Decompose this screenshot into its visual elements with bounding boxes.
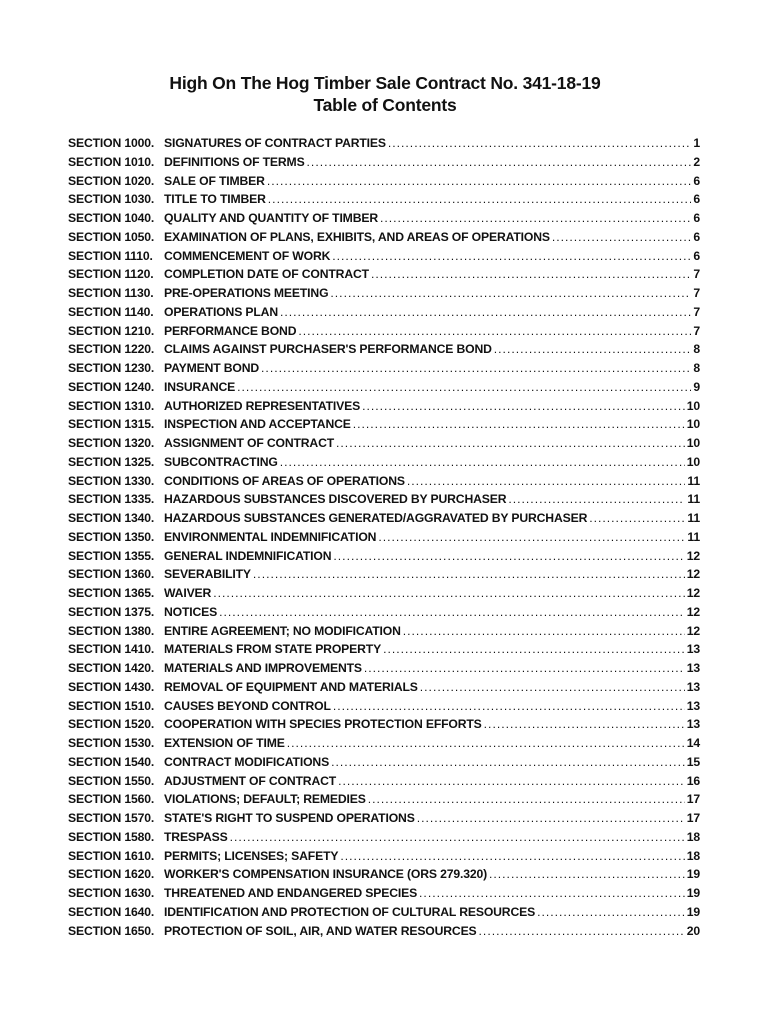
- toc-section-title: INSPECTION AND ACCEPTANCE: [164, 417, 351, 432]
- toc-dot-leader: [253, 567, 685, 581]
- toc-section-title: VIOLATIONS; DEFAULT; REMEDIES: [164, 792, 366, 807]
- title-block: [0, 72, 770, 116]
- toc-section-number: SECTION 1230.: [68, 361, 155, 375]
- toc-section-title: HAZARDOUS SUBSTANCES DISCOVERED BY PURCHASER: [164, 492, 507, 507]
- toc-entry[interactable]: [68, 905, 700, 924]
- toc-dot-leader: [298, 324, 691, 338]
- toc-page-number: 17: [686, 792, 700, 807]
- toc-dot-leader: [280, 305, 691, 319]
- toc-section-title: EXTENSION OF TIME: [164, 736, 285, 750]
- toc-dot-leader: [419, 886, 685, 900]
- toc-entry[interactable]: [68, 774, 700, 793]
- toc-entry[interactable]: [68, 305, 700, 324]
- toc-section-number: SECTION 1560.: [68, 792, 155, 807]
- toc-section-title: TRESPASS: [164, 829, 228, 844]
- toc-page-number: 17: [686, 811, 700, 825]
- toc-section-number: SECTION 1540.: [68, 754, 155, 769]
- toc-dot-leader: [332, 249, 691, 263]
- toc-page-number: 18: [686, 848, 700, 863]
- toc-section-number: SECTION 1335.: [68, 492, 155, 507]
- toc-entry[interactable]: [68, 567, 700, 586]
- toc-dot-leader: [420, 680, 685, 694]
- toc-section-title: HAZARDOUS SUBSTANCES GENERATED/AGGRAVATED BY PURCHASER: [164, 511, 588, 525]
- toc-section-title: SIGNATURES OF CONTRACT PARTIES: [164, 136, 386, 150]
- toc-dot-leader: [261, 361, 691, 375]
- toc-page-number: 10: [686, 436, 700, 450]
- toc-entry[interactable]: [68, 680, 700, 699]
- toc-section-number: SECTION 1410.: [68, 642, 155, 657]
- toc-page-number: 14: [686, 736, 700, 750]
- toc-entry[interactable]: [68, 436, 700, 455]
- toc-section-title: AUTHORIZED REPRESENTATIVES: [164, 398, 361, 413]
- toc-dot-leader: [489, 867, 685, 881]
- toc-page-number: 18: [686, 829, 700, 844]
- toc-entry[interactable]: [68, 474, 700, 493]
- toc-entry[interactable]: [68, 530, 700, 549]
- toc-dot-leader: [333, 549, 684, 563]
- toc-section-title: REMOVAL OF EQUIPMENT AND MATERIALS: [164, 679, 418, 694]
- toc-section-title: ADJUSTMENT OF CONTRACT: [164, 773, 337, 788]
- toc-entry[interactable]: [68, 399, 700, 418]
- toc-entry[interactable]: [68, 849, 700, 868]
- toc-dot-leader: [380, 211, 691, 225]
- toc-section-number: SECTION 1620.: [68, 867, 155, 882]
- toc-page-number: 13: [686, 661, 700, 675]
- toc-page-number: 12: [686, 548, 700, 563]
- toc-dot-leader: [403, 624, 685, 638]
- toc-entry[interactable]: [68, 717, 700, 736]
- toc-section-number: SECTION 1520.: [68, 717, 155, 732]
- toc-dot-leader: [417, 811, 685, 825]
- toc-page-number: 6: [693, 192, 700, 207]
- toc-dot-leader: [368, 792, 685, 806]
- toc-section-number: SECTION 1510.: [68, 698, 155, 713]
- toc-dot-leader: [268, 192, 692, 206]
- toc-dot-leader: [364, 661, 685, 675]
- toc-entry[interactable]: [68, 624, 700, 643]
- toc-entry[interactable]: [68, 886, 700, 905]
- toc-dot-leader: [267, 174, 692, 188]
- toc-page-number: 9: [693, 379, 700, 394]
- toc-section-title: COOPERATION WITH SPECIES PROTECTION EFFORTS: [164, 717, 482, 732]
- toc-entry[interactable]: [68, 511, 700, 530]
- toc-section-title: MATERIALS AND IMPROVEMENTS: [164, 661, 362, 675]
- toc-entry[interactable]: [68, 455, 700, 474]
- toc-entry[interactable]: [68, 792, 700, 811]
- toc-page-number: 11: [687, 492, 700, 507]
- toc-section-number: SECTION 1550.: [68, 773, 155, 788]
- toc-section-title: TITLE TO TIMBER: [164, 192, 266, 207]
- toc-section-title: CAUSES BEYOND CONTROL: [164, 698, 331, 713]
- toc-section-number: SECTION 1360.: [68, 567, 155, 582]
- toc-page-number: 7: [693, 304, 700, 319]
- toc-page-number: 7: [693, 323, 700, 338]
- toc-dot-leader: [378, 530, 685, 544]
- toc-entry[interactable]: [68, 249, 700, 268]
- toc-section-number: SECTION 1420.: [68, 661, 155, 675]
- toc-page-number: 10: [686, 398, 700, 413]
- toc-page-number: 19: [686, 904, 700, 919]
- toc-dot-leader: [230, 830, 685, 844]
- toc-section-number: SECTION 1000.: [68, 136, 155, 150]
- toc-section-title: ENVIRONMENTAL INDEMNIFICATION: [164, 529, 377, 544]
- document-subtitle: Table of Contents: [313, 95, 457, 115]
- toc-section-title: DEFINITIONS OF TERMS: [164, 154, 305, 169]
- toc-section-number: SECTION 1355.: [68, 548, 155, 563]
- toc-page-number: 11: [687, 473, 700, 488]
- toc-section-number: SECTION 1040.: [68, 211, 155, 225]
- toc-entry[interactable]: [68, 361, 700, 380]
- toc-entry[interactable]: [68, 155, 700, 174]
- toc-entry[interactable]: [68, 380, 700, 399]
- toc-section-number: SECTION 1120.: [68, 267, 154, 282]
- toc-section-title: ASSIGNMENT OF CONTRACT: [164, 436, 335, 450]
- toc-page-number: 7: [693, 267, 700, 282]
- toc-section-title: CONDITIONS OF AREAS OF OPERATIONS: [164, 473, 405, 488]
- toc-page-number: 12: [686, 567, 700, 582]
- toc-section-title: SEVERABILITY: [164, 567, 251, 582]
- toc-page-number: 12: [686, 586, 700, 600]
- toc-page-number: 6: [693, 211, 700, 225]
- toc-section-title: CLAIMS AGAINST PURCHASER'S PERFORMANCE BOND: [164, 342, 492, 357]
- toc-entry[interactable]: [68, 230, 700, 249]
- toc-section-number: SECTION 1140.: [68, 304, 154, 319]
- toc-page-number: 11: [687, 511, 700, 525]
- toc-section-number: SECTION 1630.: [68, 886, 155, 900]
- toc-dot-leader: [537, 905, 685, 919]
- toc-dot-leader: [219, 605, 685, 619]
- toc-page-number: 10: [686, 454, 700, 469]
- toc-section-title: CONTRACT MODIFICATIONS: [164, 754, 330, 769]
- toc-page-number: 8: [693, 361, 700, 375]
- toc-entry[interactable]: [68, 605, 700, 624]
- toc-entry[interactable]: [68, 267, 700, 286]
- toc-dot-leader: [479, 924, 685, 938]
- toc-dot-leader: [383, 642, 685, 656]
- toc-section-title: QUALITY AND QUANTITY OF TIMBER: [164, 211, 378, 225]
- toc-page-number: 1: [693, 136, 700, 150]
- toc-section-title: EXAMINATION OF PLANS, EXHIBITS, AND AREAS OF OPERATIONS: [164, 229, 550, 244]
- toc-page-number: 8: [693, 342, 700, 357]
- toc-section-number: SECTION 1610.: [68, 848, 155, 863]
- toc-section-title: WAIVER: [164, 586, 212, 600]
- toc-page-number: 10: [686, 417, 700, 432]
- toc-dot-leader: [353, 417, 685, 431]
- toc-entry[interactable]: [68, 736, 700, 755]
- toc-dot-leader: [407, 474, 686, 488]
- toc-dot-leader: [330, 286, 691, 300]
- toc-entry[interactable]: [68, 924, 700, 943]
- toc-page-number: 6: [693, 248, 700, 263]
- toc-dot-leader: [362, 399, 685, 413]
- toc-entry[interactable]: [68, 642, 700, 661]
- toc-page-number: 6: [693, 229, 700, 244]
- toc-entry[interactable]: [68, 811, 700, 830]
- toc-dot-leader: [494, 342, 692, 356]
- toc-dot-leader: [508, 492, 685, 506]
- toc-section-title: STATE'S RIGHT TO SUSPEND OPERATIONS: [164, 811, 415, 825]
- toc-section-number: SECTION 1530.: [68, 736, 155, 750]
- toc-entry[interactable]: [68, 174, 700, 193]
- document-title: High On The Hog Timber Sale Contract No. 341-18-19: [169, 73, 601, 93]
- toc-section-number: SECTION 1315.: [68, 417, 155, 432]
- toc-page-number: 13: [686, 698, 700, 713]
- toc-section-number: SECTION 1340.: [68, 511, 155, 525]
- toc-dot-leader: [280, 455, 685, 469]
- toc-entry[interactable]: [68, 417, 700, 436]
- toc-section-title: MATERIALS FROM STATE PROPERTY: [164, 642, 382, 657]
- toc-page-number: 6: [693, 173, 700, 188]
- toc-section-title: NOTICES: [164, 604, 218, 619]
- toc-section-title: WORKER'S COMPENSATION INSURANCE (ORS 279.320): [164, 867, 488, 882]
- toc-page-number: 2: [693, 154, 700, 169]
- toc-page-number: 7: [693, 286, 700, 300]
- toc-page-number: 12: [686, 623, 700, 638]
- toc-section-title: PRE-OPERATIONS MEETING: [164, 286, 329, 300]
- toc-section-title: SALE OF TIMBER: [164, 173, 265, 188]
- toc-page-number: 20: [686, 923, 700, 938]
- toc-page-number: 16: [686, 773, 700, 788]
- toc-section-number: SECTION 1380.: [68, 623, 155, 638]
- toc-section-number: SECTION 1650.: [68, 923, 155, 938]
- toc-dot-leader: [307, 155, 692, 169]
- toc-section-number: SECTION 1375.: [68, 604, 155, 619]
- toc-entry[interactable]: [68, 830, 700, 849]
- table-of-contents: [68, 136, 700, 942]
- toc-section-title: COMPLETION DATE OF CONTRACT: [164, 267, 369, 282]
- toc-dot-leader: [484, 717, 685, 731]
- toc-section-number: SECTION 1050.: [68, 229, 155, 244]
- toc-dot-leader: [333, 699, 685, 713]
- toc-dot-leader: [371, 267, 691, 281]
- toc-dot-leader: [338, 774, 685, 788]
- toc-page-number: 13: [686, 642, 700, 657]
- toc-section-number: SECTION 1320.: [68, 436, 155, 450]
- toc-section-number: SECTION 1350.: [68, 529, 155, 544]
- toc-section-title: ENTIRE AGREEMENT; NO MODIFICATION: [164, 623, 401, 638]
- toc-section-number: SECTION 1110.: [68, 248, 153, 263]
- toc-section-number: SECTION 1020.: [68, 173, 155, 188]
- toc-section-number: SECTION 1310.: [68, 398, 155, 413]
- toc-page-number: 13: [686, 679, 700, 694]
- toc-dot-leader: [340, 849, 684, 863]
- toc-dot-leader: [237, 380, 691, 394]
- toc-section-title: PERFORMANCE BOND: [164, 323, 297, 338]
- toc-page-number: 11: [687, 529, 700, 544]
- toc-entry[interactable]: [68, 586, 700, 605]
- toc-section-title: IDENTIFICATION AND PROTECTION OF CULTURAL RESOURCES: [164, 904, 536, 919]
- toc-section-title: INSURANCE: [164, 379, 236, 394]
- toc-section-title: THREATENED AND ENDANGERED SPECIES: [164, 886, 418, 900]
- toc-section-number: SECTION 1640.: [68, 904, 155, 919]
- toc-dot-leader: [336, 436, 685, 450]
- toc-section-title: PERMITS; LICENSES; SAFETY: [164, 848, 339, 863]
- toc-page-number: 12: [686, 604, 700, 619]
- toc-section-number: SECTION 1240.: [68, 379, 155, 394]
- toc-entry[interactable]: [68, 136, 700, 155]
- toc-section-number: SECTION 1210.: [68, 323, 155, 338]
- toc-section-number: SECTION 1030.: [68, 192, 155, 207]
- toc-entry[interactable]: [68, 211, 700, 230]
- toc-section-number: SECTION 1330.: [68, 473, 155, 488]
- toc-entry[interactable]: [68, 286, 700, 305]
- toc-section-title: GENERAL INDEMNIFICATION: [164, 548, 332, 563]
- toc-section-number: SECTION 1580.: [68, 829, 155, 844]
- toc-dot-leader: [589, 511, 685, 525]
- toc-dot-leader: [287, 736, 685, 750]
- toc-entry[interactable]: [68, 867, 700, 886]
- toc-entry[interactable]: [68, 661, 700, 680]
- toc-section-number: SECTION 1365.: [68, 586, 155, 600]
- toc-section-number: SECTION 1430.: [68, 679, 155, 694]
- toc-dot-leader: [331, 755, 685, 769]
- toc-dot-leader: [388, 136, 691, 150]
- toc-section-number: SECTION 1570.: [68, 811, 155, 825]
- toc-entry[interactable]: [68, 699, 700, 718]
- toc-section-number: SECTION 1220.: [68, 342, 155, 357]
- toc-section-title: SUBCONTRACTING: [164, 454, 278, 469]
- toc-page-number: 15: [686, 754, 700, 769]
- toc-entry[interactable]: [68, 549, 700, 568]
- toc-dot-leader: [213, 586, 685, 600]
- toc-entry[interactable]: [68, 755, 700, 774]
- toc-entry[interactable]: [68, 342, 700, 361]
- toc-section-title: PROTECTION OF SOIL, AIR, AND WATER RESOURCES: [164, 923, 477, 938]
- toc-dot-leader: [552, 230, 692, 244]
- toc-section-number: SECTION 1130.: [68, 286, 154, 300]
- toc-section-title: OPERATIONS PLAN: [164, 304, 278, 319]
- toc-entry[interactable]: [68, 492, 700, 511]
- toc-section-number: SECTION 1325.: [68, 454, 155, 469]
- toc-section-number: SECTION 1010.: [68, 154, 155, 169]
- toc-page-number: 13: [686, 717, 700, 732]
- toc-entry[interactable]: [68, 324, 700, 343]
- toc-section-title: COMMENCEMENT OF WORK: [164, 248, 331, 263]
- toc-section-title: PAYMENT BOND: [164, 361, 260, 375]
- toc-page-number: 19: [686, 867, 700, 882]
- toc-entry[interactable]: [68, 192, 700, 211]
- toc-page-number: 19: [686, 886, 700, 900]
